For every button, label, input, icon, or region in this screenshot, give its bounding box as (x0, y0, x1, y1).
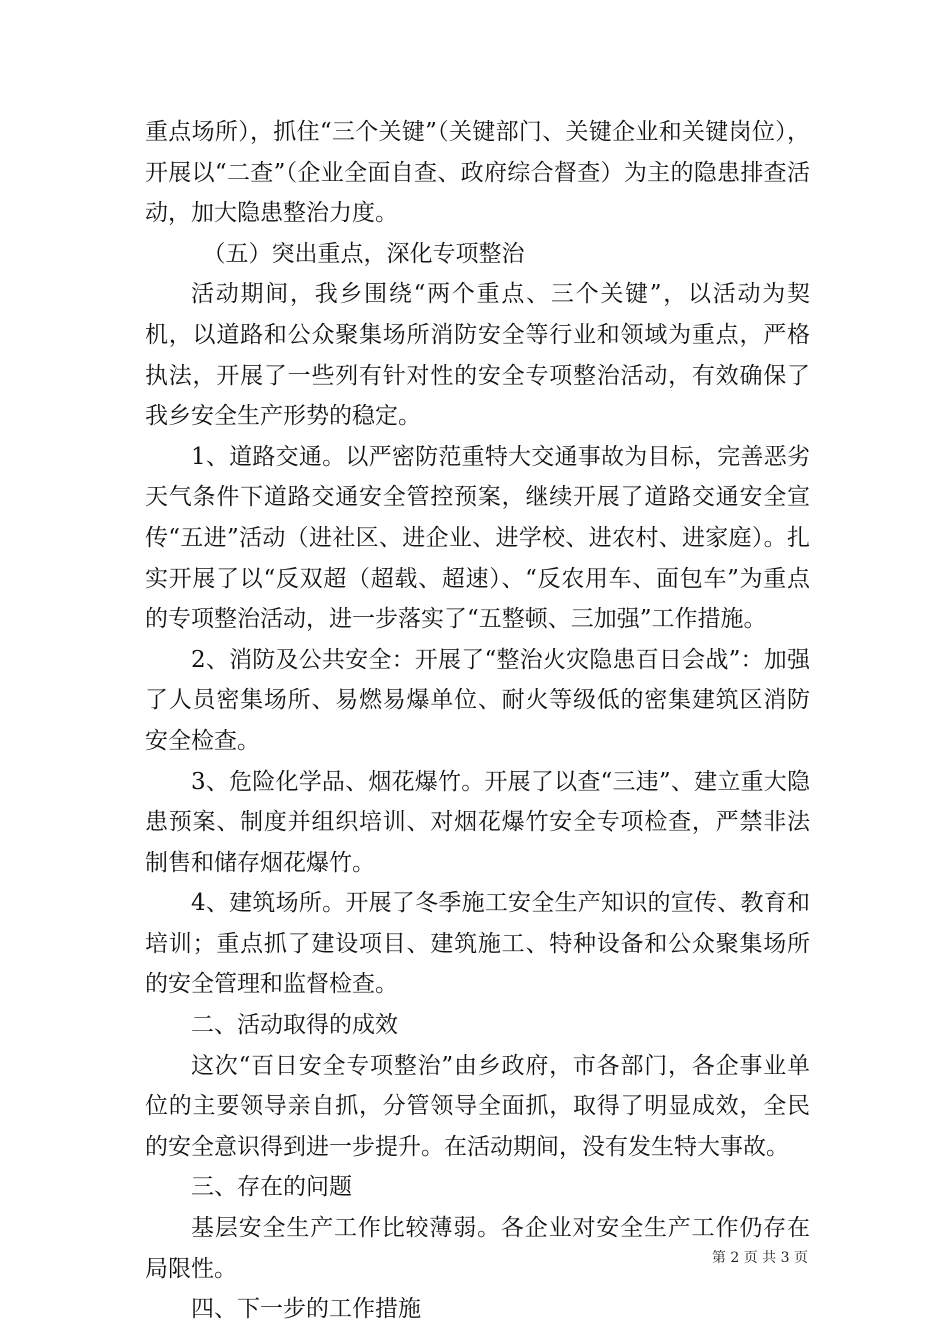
paragraph-continuation: 重点场所），抓住“三个关键”（关键部门、关键企业和关键岗位），开展以“二查”（企业全面自查、政府综合督查）为主的隐患排查活动，加大隐患整治力度。 (145, 119, 810, 227)
paragraph-results: 这次“百日安全专项整治”由乡政府，市各部门，各企事业单位的主要领导亲自抓，分管领导全面抓，取得了明显成效，全民的安全意识得到进一步提升。在活动期间，没有发生特大事故。 (145, 1052, 810, 1160)
paragraph-activity-period: 活动期间，我乡围绕“两个重点、三个关键”，以活动为契机，以道路和公众聚集场所消防安全等行业和领域为重点，严格执法，开展了一些列有针对性的安全专项整治活动，有效确保了我乡安全生产形势的稳定。 (145, 281, 810, 430)
paragraph-hazardous-chemicals: 3、危险化学品、烟花爆竹。开展了以查“三违”、建立重大隐患预案、制度并组织培训、对烟花爆竹安全专项检查，严禁非法制售和储存烟花爆竹。 (145, 768, 810, 876)
paragraph-construction-sites: 4、建筑场所。开展了冬季施工安全生产知识的宣传、教育和培训；重点抓了建设项目、建筑施工、特种设备和公众聚集场所的安全管理和监督检查。 (145, 890, 810, 998)
section-heading-problems: 三、存在的问题 (191, 1174, 352, 1201)
document-body (145, 112, 810, 1330)
section-heading-next-steps: 四、下一步的工作措施 (191, 1296, 421, 1323)
section-heading-5: （五）突出重点，深化专项整治 (202, 240, 525, 267)
paragraph-problems: 基层安全生产工作比较薄弱。各企业对安全生产工作仍存在局限性。 (145, 1215, 810, 1282)
section-heading-results: 二、活动取得的成效 (191, 1012, 398, 1039)
paragraph-fire-safety: 2、消防及公共安全：开展了“整治火灾隐患百日会战”：加强了人员密集场所、易燃易爆单位、耐火等级低的密集建筑区消防安全检查。 (145, 646, 810, 754)
page-number-footer: 第 2 页 共 3 页 (711, 1250, 808, 1266)
paragraph-road-traffic: 1、道路交通。以严密防范重特大交通事故为目标，完善恶劣天气条件下道路交通安全管控预案，继续开展了道路交通安全宣传“五进”活动（进社区、进企业、进学校、进农村、进家庭）。扎实开展了以“反双超（超载、超速）、“反农用车、面包车”为重点的专项整治活动，进一步落实了“五整顿、三加强”工作措施。 (145, 443, 810, 633)
